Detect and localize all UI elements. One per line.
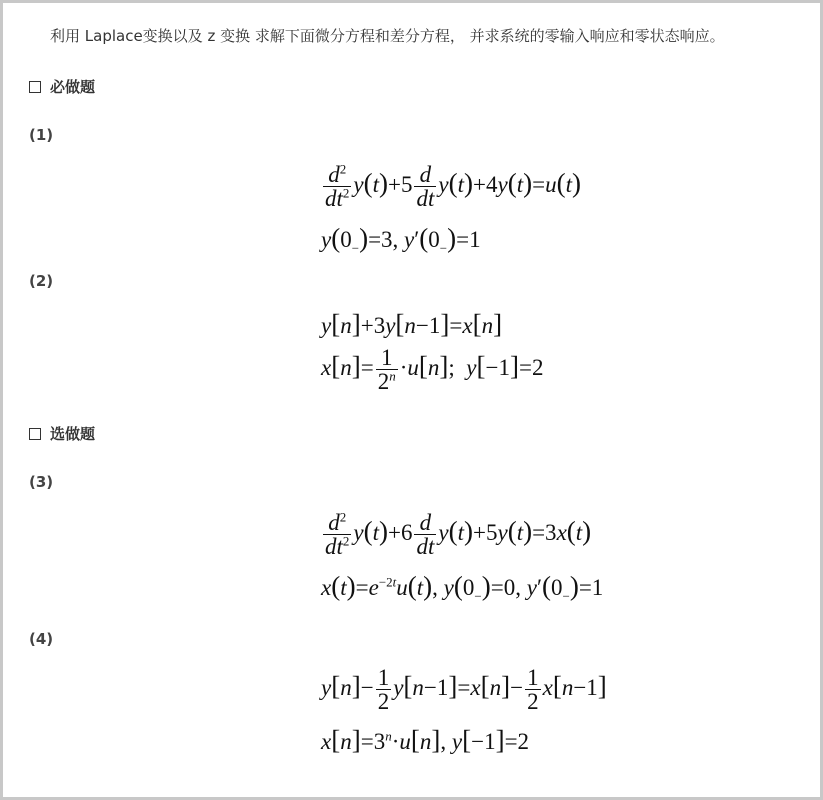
required-checkbox[interactable] (29, 81, 41, 93)
page-frame: 利用 Laplace变换以及 z 变换 求解下面微分方程和差分方程， 并求系统的零输入响应和零状态响应。 必做题 (1) $\frac{d^2}{dt^2}$ y(t)+5 $\frac{d}{dt}$ y(t)+4y(t)=u(t) $y(0_-)=3$, $y'(0_-)=1$ (2) y[n]+3y[n−1]=x[n] x[n]= $\frac{1}{2^n}$ ·u[n]; y[−1]=2 选做题 (3) $\frac{d^2}{dt^2}$ y(t)+6 $\frac{d}{dt}$ y(t)+5y(t)=3x(t) $x(t)=e^{-2t}u(t)$, $y(0_-)=0$, $y'(0_-)=1$ (4) y[n]− $\frac{1}{2}$ y[n−1]=x[n]− $\frac{1}{2}$ x[n−1] $x[n]=3^n\cdot u[n]$, y[−1]=2 (0, 0, 823, 800)
section-optional-label: 选做题 (50, 425, 96, 443)
optional-checkbox[interactable] (29, 428, 41, 440)
instruction-text: 利用 Laplace变换以及 z 变换 求解下面微分方程和差分方程， 并求系统的零输入响应和零状态响应。 (50, 27, 725, 45)
section-required[interactable] (29, 76, 95, 97)
problem-2-label: (2) (29, 272, 54, 290)
problem-3-label: (3) (29, 473, 54, 491)
problem-1-label: (1) (29, 126, 54, 144)
section-optional[interactable] (29, 423, 95, 444)
problem-4-label: (4) (29, 630, 54, 648)
section-required-label: 必做题 (50, 78, 96, 96)
